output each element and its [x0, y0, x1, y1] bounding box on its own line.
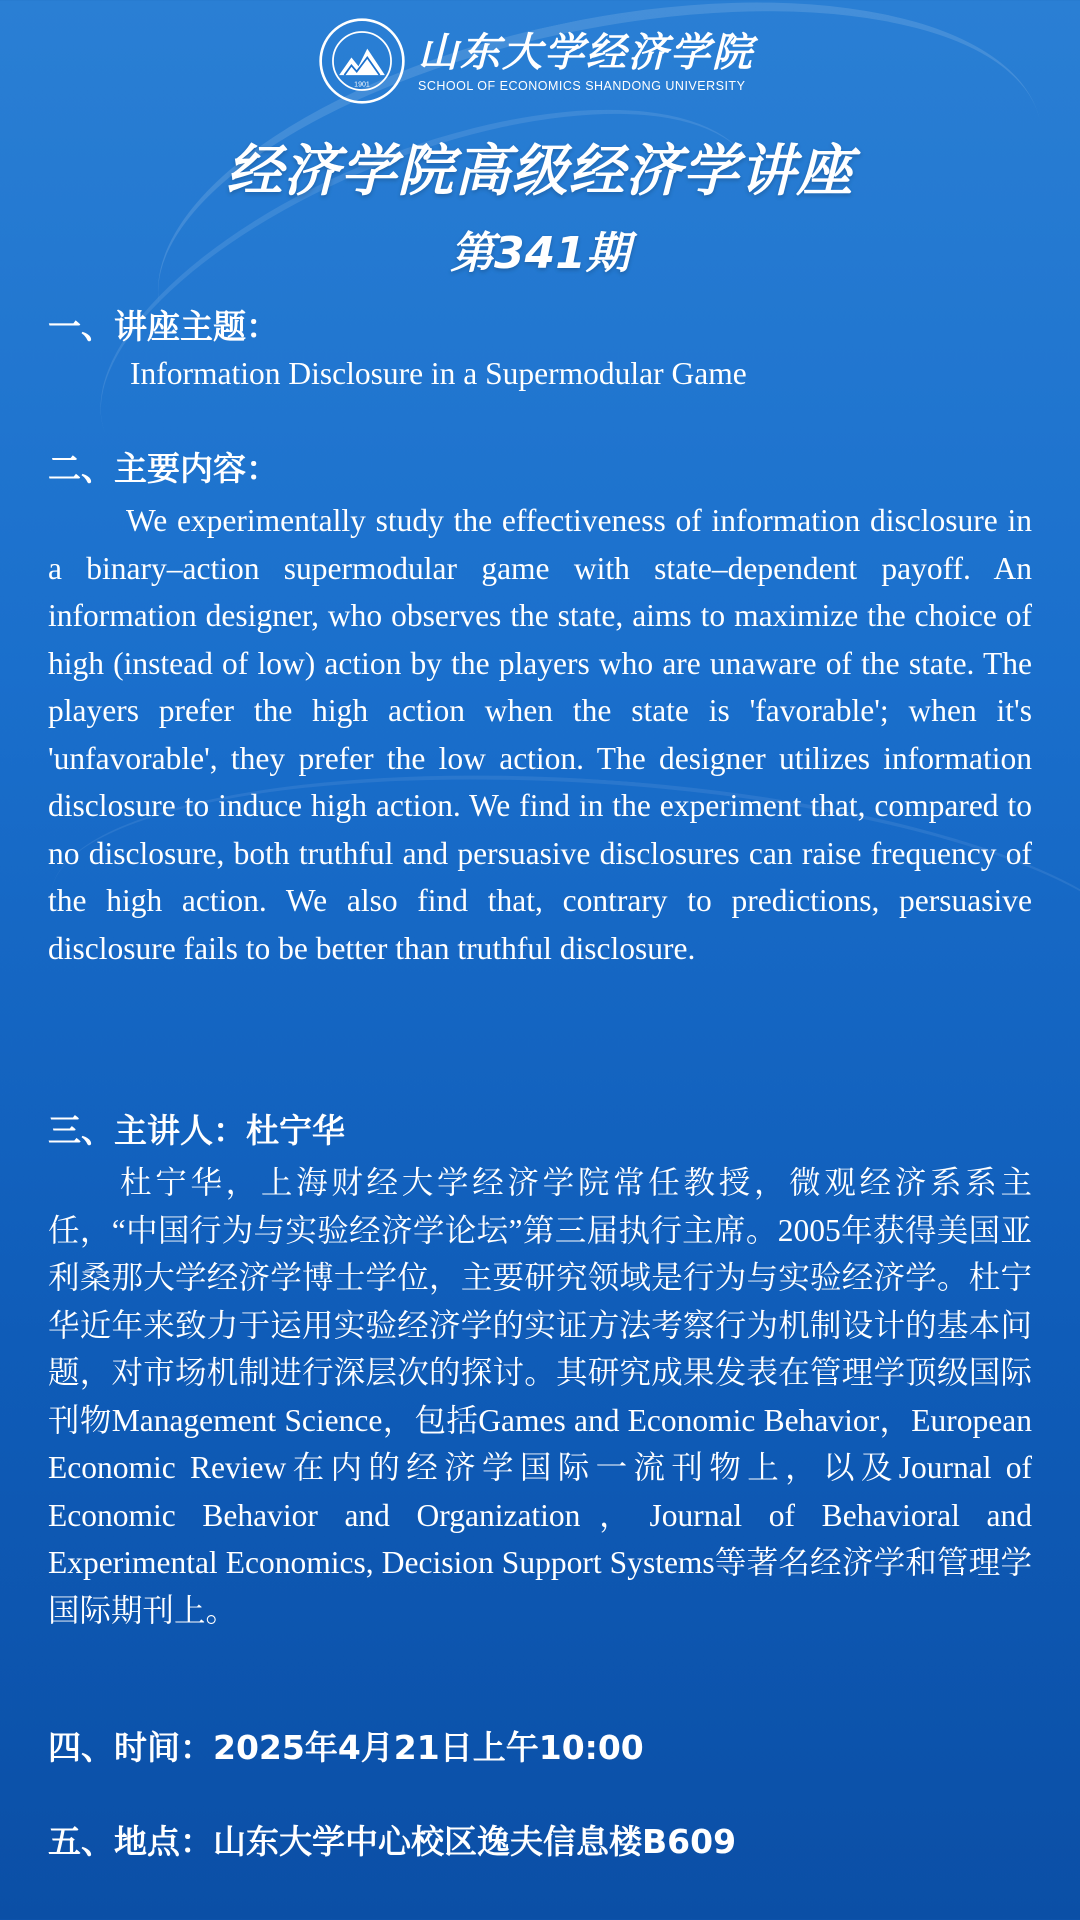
brand: [418, 29, 754, 93]
decorative-swoosh: [48, 30, 812, 576]
lecture-series-title: 经济学院高级经济学讲座: [226, 139, 854, 204]
svg-text:1901: 1901: [354, 81, 370, 89]
topic-heading: 一、讲座主题：: [48, 307, 279, 346]
school-name-en: SCHOOL OF ECONOMICS SHANDONG UNIVERSITY: [418, 79, 746, 93]
issue-number: 第341期: [450, 228, 630, 279]
header: [318, 16, 754, 106]
time-heading: 四、时间：2025年4月21日上午10:00: [48, 1728, 644, 1767]
university-seal-logo: [318, 17, 406, 105]
school-name-cn: 山东大学经济学院: [418, 29, 754, 76]
topic-text: Information Disclosure in a Supermodular Game: [130, 356, 747, 391]
location-heading: 五、地点：山东大学中心校区逸夫信息楼B609: [48, 1822, 737, 1861]
speaker-heading: 三、主讲人：杜宁华: [48, 1111, 345, 1150]
abstract-text: We experimentally study the effectiveness of information disclosure in a binary–action supermodular game with state–dependent payoff. An information designer, who observes the state, aims to maximize the choice of high (instead of low) action by the players who are unaware of the state. The players prefer the high action when the state is 'favorable'; when it's 'unfavorable', they prefer the low action. The designer utilizes information disclosure to induce high action. We find in the experiment that, compared to no disclosure, both truthful and persuasive disclosures can raise frequency of the high action. We also find that, contrary to predictions, persuasive disclosure fails to be better than truthful disclosure.: [48, 503, 1032, 966]
content-heading: 二、主要内容：: [48, 449, 279, 488]
speaker-bio: 杜宁华，上海财经大学经济学院常任教授，微观经济系系主任，“中国行为与实验经济学论坛”第三届执行主席。2005年获得美国亚利桑那大学经济学博士学位，主要研究领域是行为与实验经济学。杜宁华近年来致力于运用实验经济学的实证方法考察行为机制设计的基本问题，对市场机制进行深层次的探讨。其研究成果发表在管理学顶级国际刊物Management Science，包括Games and Economic Behavior，European Economic Review在内的经济学国际一流刊物上，以及Journal of Economic Behavior and Organization，Journal of Behavioral and Experimental Economics, Decision Support Systems等著名经济学和管理学国际期刊上。: [48, 1165, 1032, 1628]
